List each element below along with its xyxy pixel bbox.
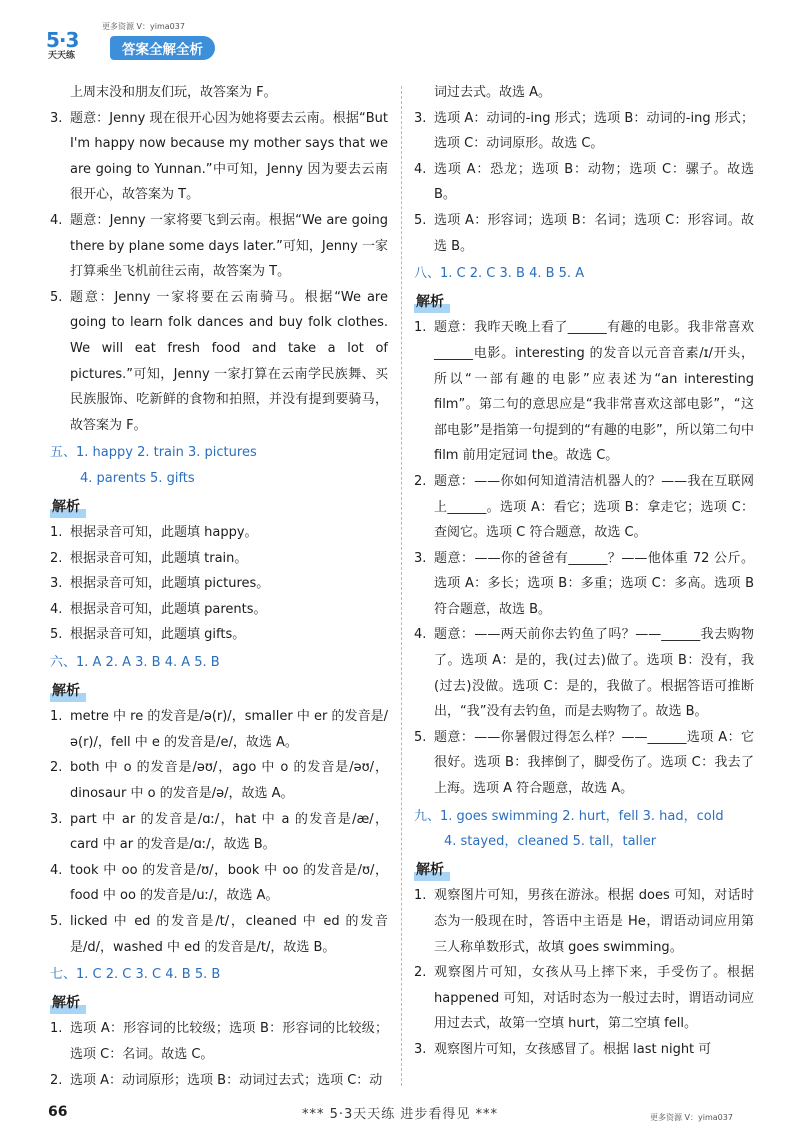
list-item: 1. metre 中 re 的发音是/ə(r)/，smaller 中 er 的发音是/ə(r)/，fell 中 e 的发音是/e/，故选 A。	[50, 709, 388, 750]
analysis-list	[414, 315, 754, 801]
list-item: 4. 题意：——两天前你去钓鱼了吗？——______我去购物了。选项 A：是的，我(过去)做了。选项 B：没有，我(过去)没做。选项 C：是的，我做了。根据答语可推断出，“我”没有去钓鱼，而是去购物了。故选 B。	[414, 627, 754, 720]
list-item: 3. 选项 A：动词的-ing 形式；选项 B：动词的-ing 形式；选项 C：动词原形。故选 C。	[414, 110, 754, 152]
left-column	[50, 80, 388, 1093]
list-item: 4. 题意：Jenny 一家将要飞到云南。根据“We are going there by plane some days later.”可知，Jenny 一家打算乘坐飞机前往云南，故答案为 T。	[50, 212, 388, 280]
section-badge: 答案全解全析	[110, 36, 215, 60]
list-item: 3. 题意：——你的爸爸有______？——他体重 72 公斤。选项 A：多长；选项 B：多重；选项 C：多高。选项 B 符合题意，故选 B。	[414, 550, 754, 617]
analysis-heading: 解析	[414, 859, 450, 881]
section5-answers: 五、1. happy 2. train 3. pictures	[50, 445, 257, 461]
logo-text: 5·3	[46, 28, 79, 52]
analysis-list	[50, 1016, 388, 1093]
list-item: 1. 选项 A：形容词的比较级；选项 B：形容词的比较级；选项 C：名词。故选 C。	[50, 1021, 388, 1062]
list-item: 2. 观察图片可知，女孩从马上摔下来，手受伤了。根据 happened 可知，对话时态为一般过去时，谓语动词应用过去式，故第一空填 hurt，第二空填 fell。	[414, 965, 754, 1032]
continuation-text: 上周末没和朋友们玩，故答案为 F。	[70, 85, 277, 100]
footer-slogan: *** 5·3天天练 进步看得见 ***	[301, 1107, 499, 1122]
list-item: 5. licked 中 ed 的发音是/t/，cleaned 中 ed 的发音是/d/，washed 中 ed 的发音是/t/，故选 B。	[50, 914, 388, 955]
analysis-list	[414, 106, 754, 260]
list-item: 4. 根据录音可知，此题填 parents。	[50, 601, 267, 617]
resource-note: 更多资源 V：yima037	[102, 22, 185, 31]
page-header	[44, 20, 444, 70]
brand-logo	[44, 28, 88, 64]
list-item: 4. took 中 oo 的发音是/ʊ/，book 中 oo 的发音是/ʊ/，food 中 oo 的发音是/uː/，故选 A。	[50, 862, 388, 904]
analysis-heading: 解析	[50, 992, 86, 1014]
logo-subtitle: 天天练	[48, 51, 76, 61]
list-item: 1. 题意：我昨天晚上看了______有趣的电影。我非常喜欢______电影。interesting 的发音以元音音素/ɪ/开头，所以“一部有趣的电影”应表述为“an interesting film”。第二句的意思应是“我非常喜欢这部电影”，“这部电影”是指第一句提到的“有趣的电影”，所以第二句中 film 前用定冠词 the。故选 C。	[414, 320, 754, 464]
list-item: 2. 选项 A：动词原形；选项 B：动词过去式；选项 C：动	[50, 1072, 383, 1088]
list-item: 2. 题意：——你如何知道清洁机器人的？——我在互联网上______。选项 A：看它；选项 B：拿走它；选项 C：查阅它。选项 C 符合题意，故选 C。	[414, 473, 754, 541]
analysis-heading: 解析	[50, 496, 86, 518]
right-column	[414, 80, 754, 1063]
list-item: 5. 根据录音可知，此题填 gifts。	[50, 627, 246, 643]
footer-resource-note: 更多资源 V：yima037	[650, 1113, 733, 1122]
section6-answers: 六、1. A 2. A 3. B 4. A 5. B	[50, 655, 220, 671]
page-number: 66	[48, 1104, 68, 1120]
analysis-list	[50, 520, 388, 648]
analysis-heading: 解析	[50, 680, 86, 702]
section9-answers: 九、1. goes swimming 2. hurt，fell 3. had，cold	[414, 808, 724, 824]
list-item: 4. 选项 A：恐龙；选项 B：动物；选项 C：骡子。故选 B。	[414, 161, 754, 203]
section5-answers-cont: 4. parents 5. gifts	[80, 470, 195, 486]
list-item: 3. 题意：Jenny 现在很开心因为她将要去云南。根据“But I'm happy now because my mother says that we are going to Yunnan.”中可知，Jenny 因为要去云南很开心，故答案为 T。	[50, 110, 388, 203]
analysis-list	[50, 704, 388, 960]
list-item: 3. 根据录音可知，此题填 pictures。	[50, 576, 270, 592]
list-item: 3. 观察图片可知，女孩感冒了。根据 last night 可	[414, 1041, 712, 1057]
list-item: 3. part 中 ar 的发音是/ɑː/，hat 中 a 的发音是/æ/，card 中 ar 的发音是/ɑː/，故选 B。	[50, 811, 388, 853]
analysis-heading: 解析	[414, 291, 450, 313]
continuation-text: 词过去式。故选 A。	[434, 85, 552, 100]
list-item: 2. both 中 o 的发音是/əʊ/，ago 中 o 的发音是/əʊ/，dinosaur 中 o 的发音是/ə/，故选 A。	[50, 760, 388, 802]
analysis-list	[414, 883, 754, 1062]
page-footer	[0, 1100, 800, 1130]
column-divider	[401, 86, 402, 1086]
list-item: 2. 根据录音可知，此题填 train。	[50, 550, 248, 566]
section9-answers-cont: 4. stayed，cleaned 5. tall，taller	[444, 834, 657, 850]
answer-list	[50, 106, 388, 439]
list-item: 5. 题意：Jenny 一家将要在云南骑马。根据“We are going to learn folk dances and buy folk clothes. We will eat fresh food and take a lot of pictures.”可知，Jenny 一家打算在云南学民族舞、买民族服饰、吃新鲜的食物和拍照，并没有提到要骑马，故答案为 F。	[50, 289, 388, 433]
section8-answers: 八、1. C 2. C 3. B 4. B 5. A	[414, 266, 585, 282]
section7-answers: 七、1. C 2. C 3. C 4. B 5. B	[50, 967, 221, 983]
list-item: 1. 观察图片可知，男孩在游泳。根据 does 可知，对话时态为一般现在时，答语中主语是 He，谓语动词应用第三人称单数形式，故填 goes swimming。	[414, 888, 754, 955]
list-item: 5. 选项 A：形容词；选项 B：名词；选项 C：形容词。故选 B。	[414, 212, 754, 254]
list-item: 5. 题意：——你暑假过得怎么样？——______选项 A：它很好。选项 B：我摔倒了，脚受伤了。选项 C：我去了上海。选项 A 符合题意，故选 A。	[414, 729, 754, 797]
list-item: 1. 根据录音可知，此题填 happy。	[50, 525, 258, 541]
